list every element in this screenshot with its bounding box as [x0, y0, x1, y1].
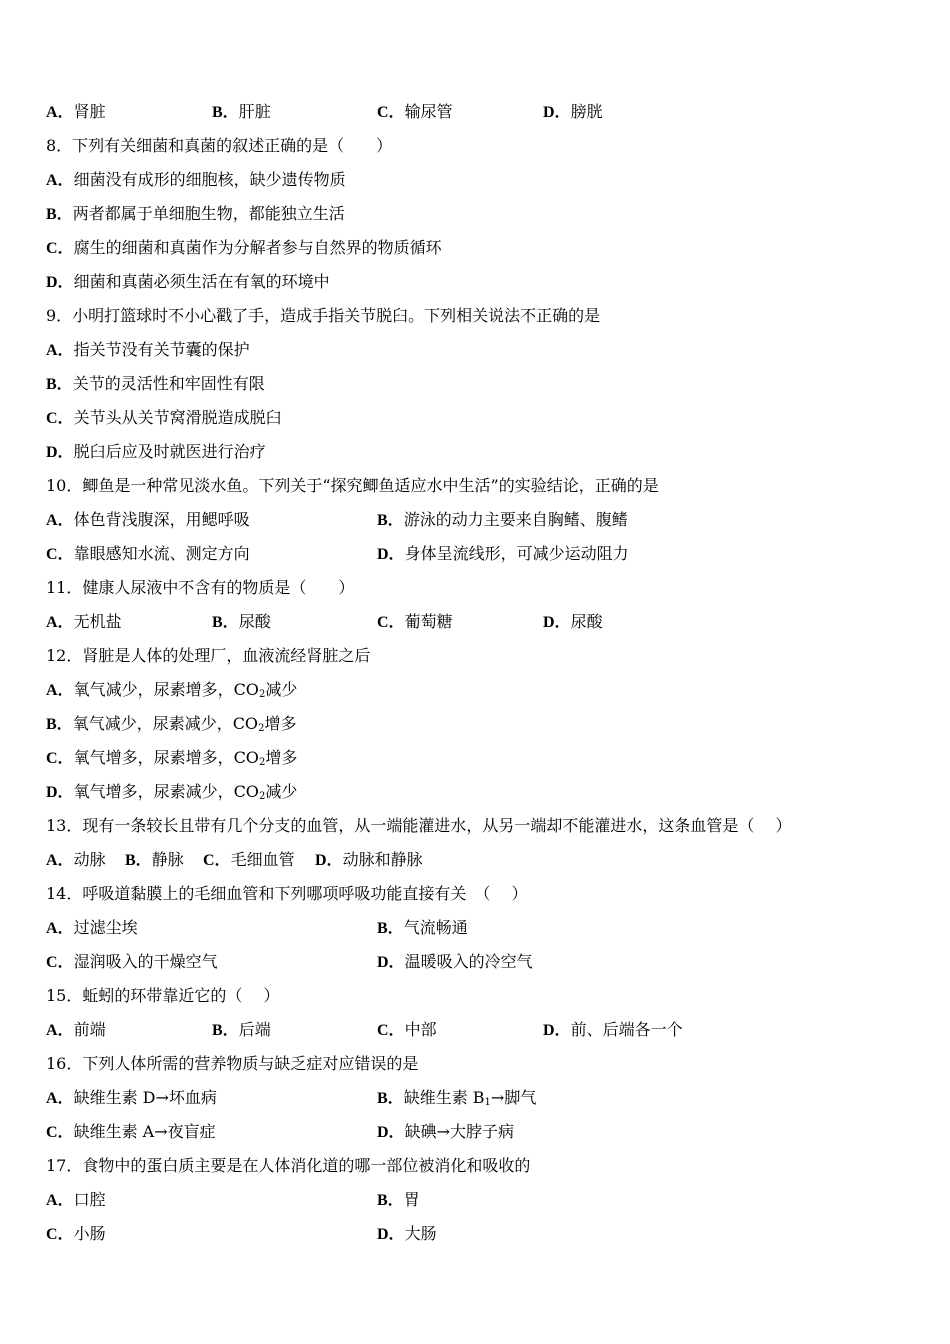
option-label: A．: [46, 1022, 74, 1039]
option-label: D．: [377, 546, 405, 563]
option-label: B．: [46, 206, 73, 223]
option-text-tail: 增多: [264, 714, 297, 733]
q17-option-a: [46, 1190, 106, 1210]
option-text: 温暖吸入的冷空气: [404, 952, 533, 971]
option-label: B．: [212, 614, 239, 631]
option-text: 后端: [238, 1020, 271, 1039]
option-text: 两者都属于单细胞生物，都能独立生活: [72, 204, 345, 223]
q11-option-c: [377, 612, 453, 632]
option-label: A．: [46, 1090, 74, 1107]
option-label: C．: [377, 104, 405, 121]
q16-option-d: [377, 1122, 514, 1142]
option-label: C．: [46, 1226, 74, 1243]
option-text: 无机盐: [73, 612, 122, 631]
option-label: D．: [46, 444, 74, 461]
option-label: B．: [212, 1022, 239, 1039]
option-text: 大肠: [404, 1224, 437, 1243]
q13-stem: 13．现有一条较长且带有几个分支的血管，从一端能灌进水，从另一端却不能灌进水，这条血管是（ ）: [46, 816, 792, 835]
q15-stem: 15．蚯蚓的环带靠近它的（ ）: [46, 986, 280, 1005]
option-text: 动脉和静脉: [342, 850, 423, 869]
q15-option-b: [212, 1020, 271, 1040]
option-label: D．: [377, 1124, 405, 1141]
option-text: 肾脏: [73, 102, 106, 121]
q14-option-b: [377, 918, 468, 938]
option-label: C．: [203, 852, 231, 869]
q15-option-c: [377, 1020, 437, 1040]
option-label: A．: [46, 682, 74, 699]
q11-option-a: [46, 612, 122, 632]
option-label: A．: [46, 1192, 74, 1209]
q17-stem: 17．食物中的蛋白质主要是在人体消化道的哪一部位被消化和吸收的: [46, 1156, 531, 1175]
q8-stem: 8．下列有关细菌和真菌的叙述正确的是（ ）: [46, 136, 393, 155]
option-text-tail: →脚气: [490, 1088, 537, 1107]
option-text: 脱臼后应及时就医进行治疗: [73, 442, 266, 461]
q13-option-b: [125, 850, 184, 870]
q14-stem: 14．呼吸道黏膜上的毛细血管和下列哪项呼吸功能直接有关 （ ）: [46, 884, 528, 903]
q8-option-d: [46, 272, 330, 292]
option-text: 氧气增多，尿素减少，CO: [73, 782, 259, 801]
option-label: B．: [377, 1192, 404, 1209]
option-text-tail: 增多: [265, 748, 298, 767]
option-text: 毛细血管: [230, 850, 295, 869]
option-label: B．: [125, 852, 152, 869]
option-label: C．: [46, 410, 74, 427]
q9-stem: 9．小明打篮球时不小心戳了手，造成手指关节脱臼。下列相关说法不正确的是: [46, 306, 601, 325]
option-label: D．: [543, 104, 571, 121]
option-label: C．: [46, 546, 74, 563]
option-label: A．: [46, 920, 74, 937]
q13-option-a: [46, 850, 106, 870]
option-text: 前端: [73, 1020, 106, 1039]
q10-option-b: [377, 510, 628, 530]
q10-option-d: [377, 544, 629, 564]
q11-option-b: [212, 612, 271, 632]
q14-option-a: [46, 918, 138, 938]
option-label: B．: [377, 920, 404, 937]
q7-option-d: [543, 102, 603, 122]
q14-option-d: [377, 952, 533, 972]
option-text: 葡萄糖: [404, 612, 453, 631]
q12-option-b: [46, 714, 296, 734]
q11-option-d: [543, 612, 603, 632]
option-label: C．: [46, 240, 74, 257]
option-text: 身体呈流线形，可减少运动阻力: [404, 544, 629, 563]
option-label: A．: [46, 614, 74, 631]
option-text: 肝脏: [238, 102, 271, 121]
option-label: A．: [46, 104, 74, 121]
q12-option-c: [46, 748, 297, 768]
option-text: 湿润吸入的干燥空气: [73, 952, 218, 971]
option-text: 缺维生素 D→坏血病: [73, 1088, 217, 1107]
option-text: 胃: [403, 1190, 420, 1209]
option-text-tail: 减少: [265, 680, 298, 699]
option-text: 氧气减少，尿素增多，CO: [73, 680, 259, 699]
option-label: C．: [46, 1124, 74, 1141]
option-text: 中部: [404, 1020, 437, 1039]
option-text: 气流畅通: [403, 918, 468, 937]
q15-option-d: [543, 1020, 683, 1040]
option-text: 缺碘→大脖子病: [404, 1122, 514, 1141]
option-text: 尿酸: [570, 612, 603, 631]
q12-stem: 12．肾脏是人体的处理厂，血液流经肾脏之后: [46, 646, 371, 665]
option-text: 小肠: [73, 1224, 106, 1243]
option-label: C．: [377, 1022, 405, 1039]
subscript: 2: [258, 689, 266, 700]
option-label: D．: [46, 274, 74, 291]
option-label: B．: [377, 512, 404, 529]
option-text: 氧气增多，尿素增多，CO: [73, 748, 259, 767]
option-label: D．: [315, 852, 343, 869]
option-text: 靠眼感知水流、测定方向: [73, 544, 250, 563]
option-text: 体色背浅腹深，用鳃呼吸: [73, 510, 250, 529]
option-text: 动脉: [73, 850, 106, 869]
q14-option-c: [46, 952, 218, 972]
subscript: 1: [484, 1097, 491, 1108]
option-label: B．: [212, 104, 239, 121]
option-text: 细菌和真菌必须生活在有氧的环境中: [73, 272, 330, 291]
option-label: D．: [46, 784, 74, 801]
q12-option-a: [46, 680, 297, 700]
q10-option-a: [46, 510, 250, 530]
option-label: A．: [46, 852, 74, 869]
q16-option-c: [46, 1122, 216, 1142]
q9-option-a: [46, 340, 250, 360]
q15-option-a: [46, 1020, 106, 1040]
option-text: 腐生的细菌和真菌作为分解者参与自然界的物质循环: [73, 238, 442, 257]
subscript: 2: [258, 757, 266, 768]
q7-option-a: [46, 102, 106, 122]
option-label: C．: [46, 750, 74, 767]
option-label: C．: [46, 954, 74, 971]
option-text: 游泳的动力主要来自胸鳍、腹鳍: [403, 510, 628, 529]
option-text-tail: 减少: [265, 782, 298, 801]
option-text: 静脉: [151, 850, 184, 869]
q16-option-b: [377, 1088, 536, 1108]
q11-stem: 11．健康人尿液中不含有的物质是（ ）: [46, 578, 355, 597]
option-text: 输尿管: [404, 102, 453, 121]
option-text: 缺维生素 A→夜盲症: [73, 1122, 216, 1141]
q9-option-d: [46, 442, 266, 462]
option-text: 指关节没有关节囊的保护: [73, 340, 250, 359]
q8-option-c: [46, 238, 442, 258]
option-text: 关节头从关节窝滑脱造成脱臼: [73, 408, 282, 427]
q17-option-c: [46, 1224, 106, 1244]
q16-option-a: [46, 1088, 217, 1108]
q8-option-a: [46, 170, 346, 190]
q10-stem: 10．鲫鱼是一种常见淡水鱼。下列关于“探究鲫鱼适应水中生活”的实验结论，正确的是: [46, 476, 659, 495]
option-text: 缺维生素 B: [403, 1088, 485, 1107]
q12-option-d: [46, 782, 297, 802]
option-text: 前、后端各一个: [570, 1020, 683, 1039]
q7-option-b: [212, 102, 271, 122]
q16-stem: 16．下列人体所需的营养物质与缺乏症对应错误的是: [46, 1054, 419, 1073]
q10-option-c: [46, 544, 250, 564]
option-text: 关节的灵活性和牢固性有限: [72, 374, 265, 393]
q17-option-b: [377, 1190, 420, 1210]
option-label: D．: [377, 954, 405, 971]
option-label: D．: [543, 1022, 571, 1039]
q7-option-c: [377, 102, 453, 122]
option-label: B．: [377, 1090, 404, 1107]
q9-option-c: [46, 408, 282, 428]
option-text: 氧气减少，尿素减少，CO: [72, 714, 259, 733]
subscript: 2: [258, 791, 266, 802]
q17-option-d: [377, 1224, 437, 1244]
option-label: A．: [46, 512, 74, 529]
option-label: D．: [377, 1226, 405, 1243]
option-text: 过滤尘埃: [73, 918, 138, 937]
option-text: 口腔: [73, 1190, 106, 1209]
option-text: 尿酸: [238, 612, 271, 631]
q13-option-d: [315, 850, 423, 870]
option-label: B．: [46, 716, 73, 733]
option-label: A．: [46, 172, 74, 189]
subscript: 2: [258, 723, 265, 734]
option-text: 膀胱: [570, 102, 603, 121]
option-text: 细菌没有成形的细胞核，缺少遗传物质: [73, 170, 346, 189]
option-label: A．: [46, 342, 74, 359]
option-label: D．: [543, 614, 571, 631]
q13-option-c: [203, 850, 295, 870]
q8-option-b: [46, 204, 345, 224]
option-label: C．: [377, 614, 405, 631]
option-label: B．: [46, 376, 73, 393]
q9-option-b: [46, 374, 265, 394]
